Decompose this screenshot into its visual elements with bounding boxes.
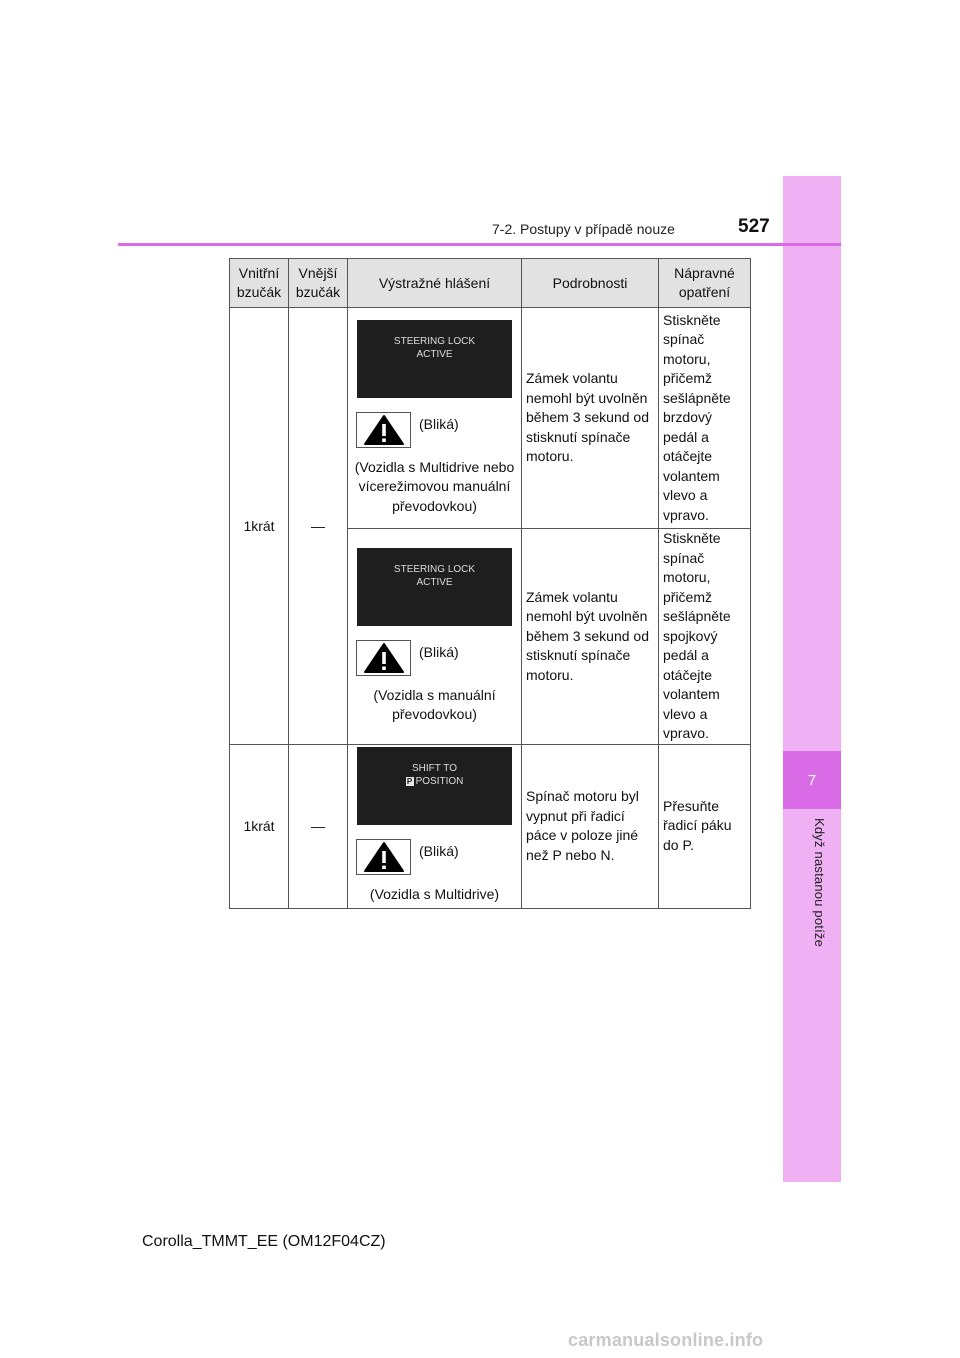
vehicle-note: (Vozidla s Multidrive) [369, 886, 500, 903]
warning-message-cell [348, 529, 522, 745]
header-internal-buzzer: Vnitřní bzučák [230, 259, 289, 308]
warning-triangle-icon [362, 414, 406, 446]
details-cell: Zámek volantu nemohl být uvolněn během 3 sekund od stisknutí spínače motoru. [522, 308, 659, 529]
warning-triangle-icon [362, 841, 406, 873]
vehicle-note: (Vozidla s Multidrive nebo vícerežimovou manuální převodovkou) [354, 458, 515, 514]
table-header-row [230, 259, 751, 308]
external-buzzer-cell: — [289, 744, 348, 908]
warning-triangle-icon [362, 642, 406, 674]
message-display [357, 747, 512, 825]
chapter-number: 7 [807, 771, 817, 789]
warning-light-box [356, 640, 411, 676]
side-tab [783, 176, 841, 1182]
details-cell: Zámek volantu nemohl být uvolněn během 3 sekund od stisknutí spínače motoru. [522, 529, 659, 745]
warning-indicator [356, 839, 520, 875]
internal-buzzer-cell: 1krát [230, 308, 289, 745]
header-warning-message: Výstražné hlášení [348, 259, 522, 308]
watermark[interactable]: carmanualsonline.info [568, 1330, 764, 1350]
blink-label: (Bliká) [419, 843, 459, 860]
display-line-1: STEERING LOCK [393, 563, 476, 575]
warning-message-cell [348, 308, 522, 529]
chapter-label: Když nastanou potíže [812, 818, 827, 948]
internal-buzzer-cell: 1krát [230, 744, 289, 908]
footer-model: Corolla_TMMT_EE (OM12F04CZ) [142, 1233, 386, 1250]
vehicle-note: (Vozidla s manuální převodovkou) [373, 686, 496, 723]
warning-light-box [356, 839, 411, 875]
display-line-2: ACTIVE [416, 348, 453, 360]
header-action: Nápravné opatření [659, 259, 751, 308]
action-cell: Přesuňte řadicí páku do P. [659, 744, 751, 908]
display-line-1: SHIFT TO [411, 763, 457, 775]
header-details: Podrobnosti [522, 259, 659, 308]
message-display [357, 548, 512, 626]
table-row [230, 308, 751, 529]
warning-message-cell [348, 744, 522, 908]
external-buzzer-cell: — [289, 308, 348, 745]
header-rule [118, 243, 841, 246]
action-cell: Stiskněte spínač motoru, přičemž sešlápněte brzdový pedál a otáčejte volantem vlevo a vpravo. [659, 308, 751, 529]
section-title: 7-2. Postupy v případě nouze [492, 221, 675, 237]
display-line-2-text: POSITION [415, 776, 464, 788]
action-cell: Stiskněte spínač motoru, přičemž sešlápněte spojkový pedál a otáčejte volantem vlevo a vpravo. [659, 529, 751, 745]
blink-label: (Bliká) [419, 415, 459, 432]
chapter-tab[interactable] [783, 751, 841, 809]
details-cell: Spínač motoru byl vypnut při řadicí páce v poloze jiné než P nebo N. [522, 744, 659, 908]
blink-label: (Bliká) [419, 643, 459, 660]
display-line-2 [357, 775, 512, 788]
display-line-2: ACTIVE [416, 576, 453, 588]
header-external-buzzer: Vnější bzučák [289, 259, 348, 308]
p-position-icon: P [406, 777, 413, 787]
warning-indicator [356, 412, 520, 448]
table-row [230, 744, 751, 908]
warning-indicator [356, 640, 520, 676]
message-display [357, 320, 512, 398]
warning-table [229, 258, 751, 909]
warning-light-box [356, 412, 411, 448]
display-line-1: STEERING LOCK [393, 335, 476, 347]
page-number: 527 [738, 216, 770, 237]
